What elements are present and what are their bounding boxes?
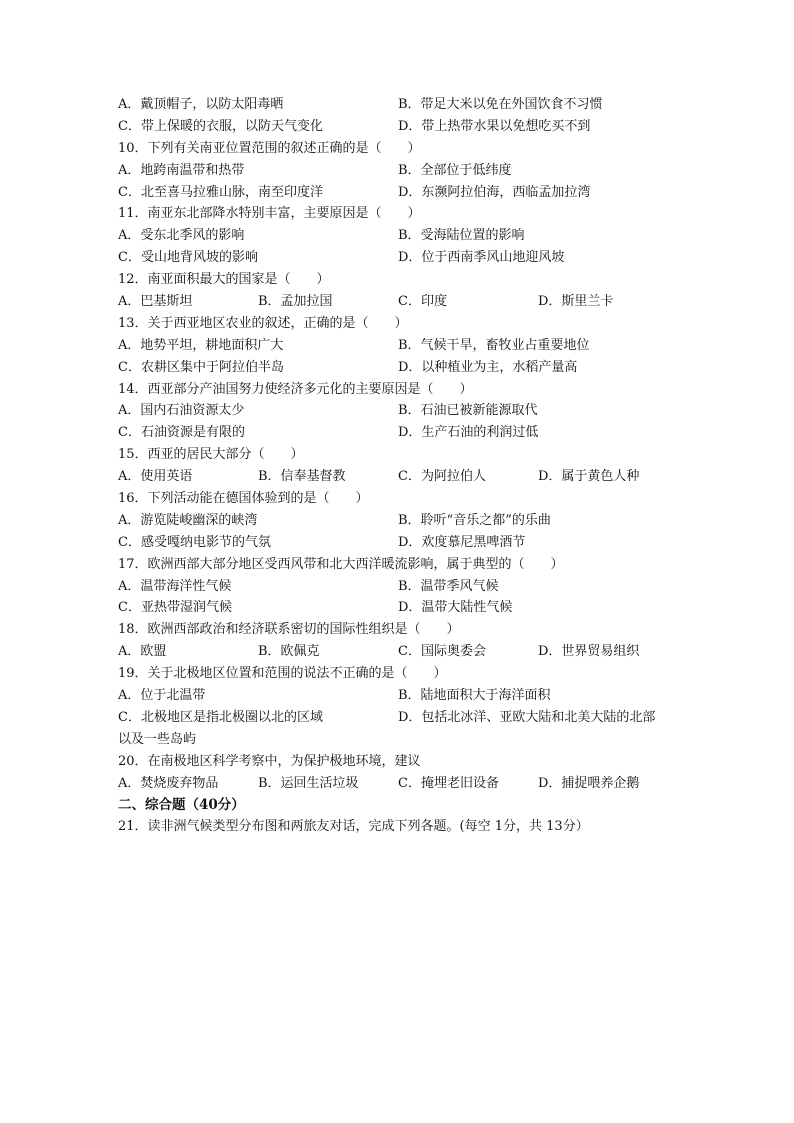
option-c: C．为阿拉伯人 (398, 469, 486, 485)
option-b: D．温带大陆性气候 (398, 600, 513, 616)
option-a: A．使用英语 (118, 469, 193, 485)
question-text: 13．关于西亚地区农业的叙述，正确的是（ ） (118, 315, 408, 331)
option-a: A．受东北季风的影响 (118, 228, 245, 244)
option-b: B．孟加拉国 (258, 294, 333, 310)
options-row (118, 773, 688, 795)
options-row (118, 597, 688, 619)
option-a: A．焚烧废弃物品 (118, 775, 219, 791)
option-b: B．带足大米以免在外国饮食不习惯 (398, 97, 603, 112)
option-c: C．掩埋老旧设备 (398, 775, 499, 791)
option-a: C．农耕区集中于阿拉伯半岛 (118, 359, 284, 375)
options-row (118, 400, 688, 422)
question-text: 20．在南极地区科学考察中，为保护极地环境，建议 (118, 753, 421, 769)
question-text: 10．下列有关南亚位置范围的叙述正确的是（ ） (118, 140, 421, 156)
option-d: D．世界贸易组织 (538, 644, 640, 660)
option-b: D．包括北冰洋、亚欧大陆和北美大陆的北部 (398, 709, 656, 725)
question-text: 17．欧洲西部大部分地区受西风带和北大西洋暖流影响，属于典型的（ ） (118, 556, 564, 572)
options-row (118, 357, 688, 379)
options-row (118, 707, 688, 729)
option-a: A．游览陡峻幽深的峡湾 (118, 512, 258, 528)
question-text: 16．下列活动能在德国体验到的是（ ） (118, 491, 369, 507)
option-a: C．石油资源是有限的 (118, 425, 245, 441)
question-text: 15．西亚的居民大部分（ ） (118, 447, 304, 463)
option-b: B．欧佩克 (258, 644, 320, 660)
options-row (118, 466, 688, 488)
exam-page (118, 94, 688, 838)
question-text: 11．南亚东北部降水特别丰富，主要原因是（ ） (118, 206, 421, 222)
option-c: C．国际奥委会 (398, 644, 486, 660)
option-b: D．欢度慕尼黑啤酒节 (398, 534, 526, 550)
options-row (118, 641, 688, 663)
option-b: B．信奉基督教 (258, 469, 346, 485)
option-a: C．亚热带湿润气候 (118, 600, 232, 616)
option-b: D．生产石油的利润过低 (398, 425, 539, 441)
option-a: A．地跨南温带和热带 (118, 162, 245, 178)
option-c: C．印度 (398, 294, 447, 310)
options-row (118, 576, 688, 598)
option-a: A．温带海洋性气候 (118, 578, 232, 594)
option-b: B．陆地面积大于海洋面积 (398, 688, 551, 704)
option-a: C．北至喜马拉雅山脉，南至印度洋 (118, 184, 323, 200)
question-text: 19．关于北极地区位置和范围的说法不正确的是（ ） (118, 666, 447, 682)
options-row (118, 685, 688, 707)
option-b: B．运回生活垃圾 (258, 775, 359, 791)
option-a: C．带上保暖的衣服，以防天气变化 (118, 118, 323, 134)
option-b: D．位于西南季风山地迎风坡 (398, 250, 565, 266)
option-d: D．捕捉喂养企鹅 (538, 775, 640, 791)
question-text: 14．西亚部分产油国努力使经济多元化的主要原因是（ ） (118, 381, 473, 397)
option-a: A．国内石油资源太少 (118, 403, 245, 419)
option-a: C．受山地背风坡的影响 (118, 250, 258, 266)
option-b: B．受海陆位置的影响 (398, 228, 525, 244)
question-text: 以及一些岛屿 (118, 731, 197, 747)
option-b: B．温带季风气候 (398, 578, 499, 594)
options-row (118, 291, 688, 313)
options-row (118, 182, 688, 204)
option-a: C．北极地区是指北极圈以北的区域 (118, 709, 323, 725)
options-row (118, 510, 688, 532)
options-row (118, 422, 688, 444)
section-heading: 二、综合题（40分） (118, 796, 245, 813)
option-b: B．聆听“音乐之都”的乐曲 (398, 512, 551, 528)
option-a: A．巴基斯坦 (118, 294, 193, 310)
options-row (118, 335, 688, 357)
options-row (118, 116, 688, 138)
question-text: 18．欧洲西部政治和经济联系密切的国际性组织是（ ） (118, 622, 460, 638)
options-row (118, 247, 688, 269)
options-row (118, 94, 688, 116)
option-b: D．东濒阿拉伯海，西临孟加拉湾 (398, 184, 591, 200)
option-b: D．带上热带水果以免想吃买不到 (398, 118, 591, 134)
option-b: D．以种植业为主，水稻产量高 (398, 359, 578, 375)
option-b: B．石油已被新能源取代 (398, 403, 538, 419)
option-a: A．位于北温带 (118, 688, 206, 704)
question-text: 21．读非洲气候类型分布图和两旅友对话，完成下列各题。(每空 1分，共 13分） (118, 819, 589, 835)
option-b: B．全部位于低纬度 (398, 162, 512, 178)
option-d: D．斯里兰卡 (538, 294, 614, 310)
option-b: B．气候干旱，畜牧业占重要地位 (398, 337, 590, 353)
options-row (118, 160, 688, 182)
question-text: 12．南亚面积最大的国家是（ ） (118, 272, 330, 288)
option-d: D．属于黄色人种 (538, 469, 640, 485)
option-a: C．感受嘎纳电影节的气氛 (118, 534, 271, 550)
options-row (118, 532, 688, 554)
option-a: A．地势平坦，耕地面积广大 (118, 337, 284, 353)
option-a: A．欧盟 (118, 644, 167, 660)
option-a: A．戴顶帽子，以防太阳毒晒 (118, 97, 284, 112)
options-row (118, 225, 688, 247)
